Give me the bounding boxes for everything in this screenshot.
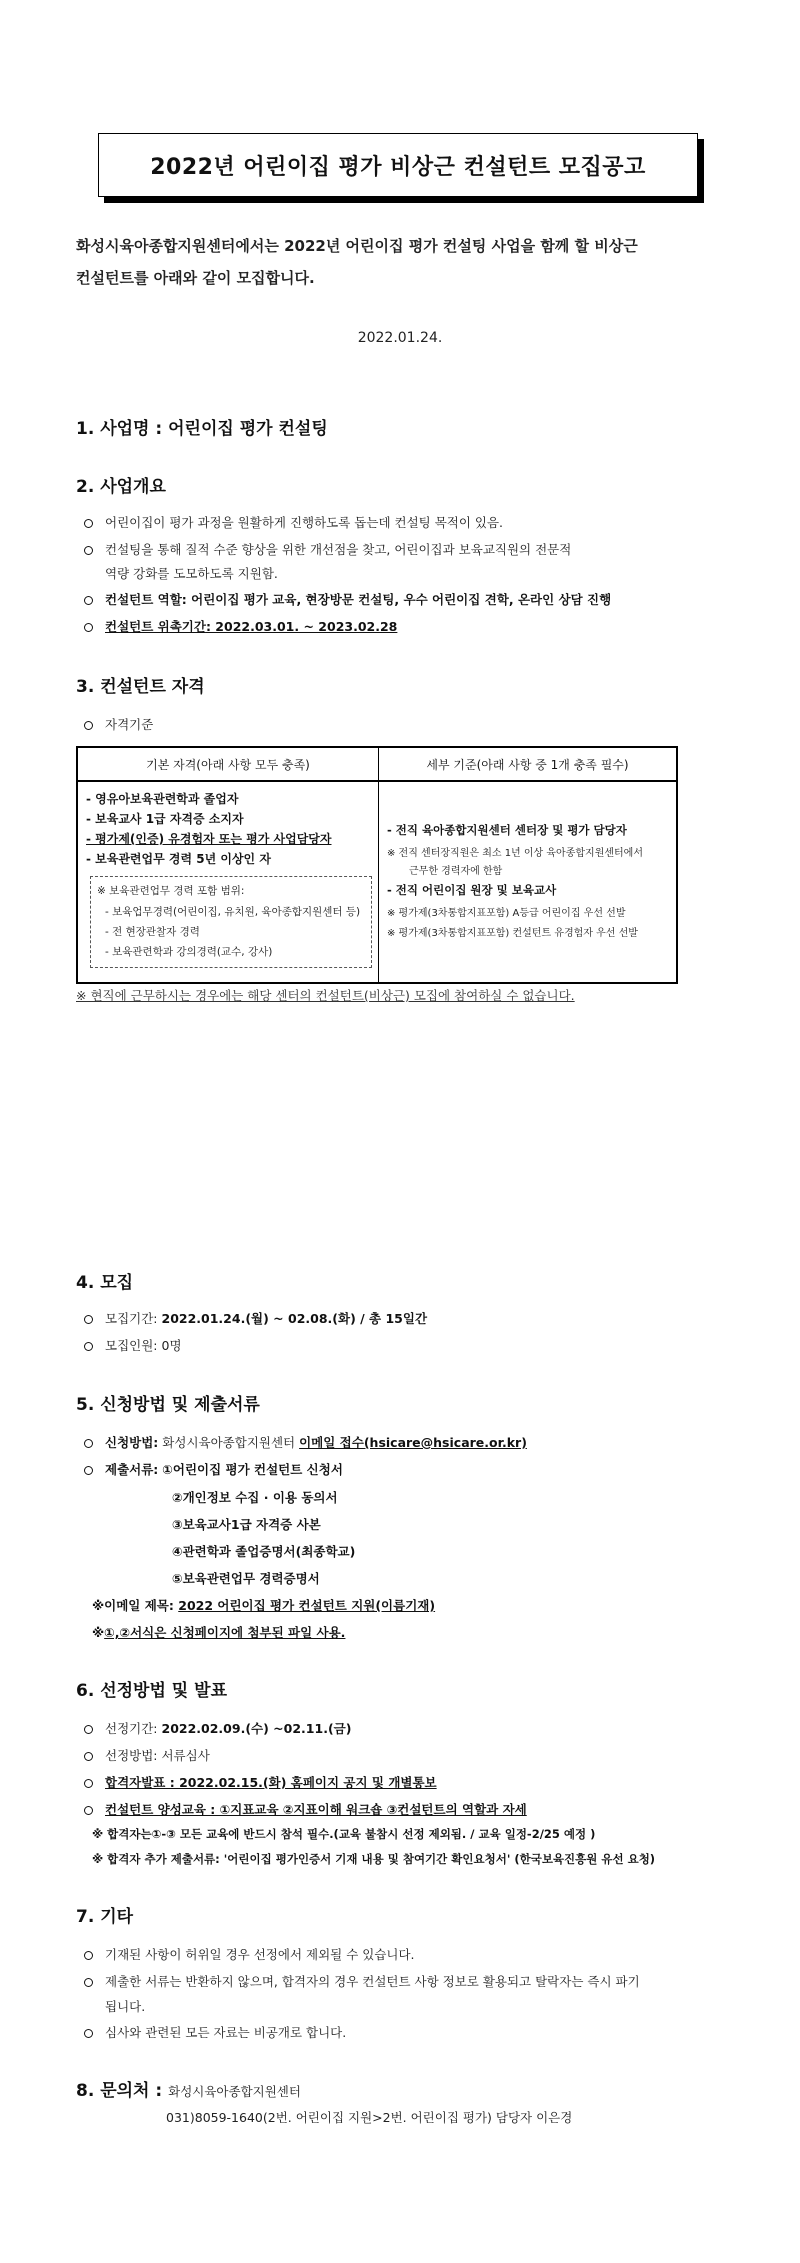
basic-item: - 영유아보육관련학과 졸업자 [86, 792, 239, 806]
section-3-note: ※ 현직에 근무하시는 경우에는 해당 센터의 컨설턴트(비상근) 모집에 참여하실 수 없습니다. [76, 988, 575, 1003]
career-scope-title: ※ 보육관련업무 경력 포함 범위: [97, 885, 245, 897]
section-3-heading: 3. 컨설턴트 자격 [76, 677, 205, 697]
section-8-heading: 8. 문의처 : 화성시육아종합지원센터 [76, 2081, 301, 2101]
document-item: ④관련학과 졸업증명서(최종학교) [172, 1544, 356, 1559]
contact-org: 화성시육아종합지원센터 [168, 2084, 301, 2099]
detail-note-cont: 근무한 경력자에 한함 [409, 866, 503, 877]
section-4-heading: 4. 모집 [76, 1273, 134, 1293]
basic-qualification-cell [78, 782, 378, 982]
s2-bullet-4: 컨설턴트 위촉기간: 2022.03.01. ~ 2023.02.28 [84, 618, 397, 636]
s2-bullet-1: 어린이집이 평가 과정을 원활하게 진행하도록 돕는데 컨설팅 목적이 있음. [84, 514, 503, 532]
circle-bullet-icon [84, 546, 93, 555]
s6-bullet-3: 합격자발표 : 2022.02.15.(화) 홈페이지 공지 및 개별통보 [84, 1774, 437, 1792]
s6-bullet-2: 선정방법: 서류심사 [84, 1747, 210, 1765]
s4-bullet-2: 모집인원: 0명 [84, 1337, 182, 1355]
circle-bullet-icon [84, 721, 93, 730]
s7-bullet-1: 기재된 사항이 허위일 경우 선정에서 제외될 수 있습니다. [84, 1946, 415, 1964]
s7-bullet-2-cont: 됩니다. [105, 1999, 146, 2014]
career-scope-item: - 전 현장관찰자 경력 [105, 926, 200, 938]
career-scope-item: - 보육관련학과 강의경력(교수, 강사) [105, 946, 273, 958]
email-subject-note: ※이메일 제목: 2022 어린이집 평가 컨설턴트 지원(이름기재) [92, 1598, 436, 1613]
section-7-heading: 7. 기타 [76, 1907, 134, 1927]
circle-bullet-icon [84, 623, 93, 632]
basic-item: - 보육관련업무 경력 5년 이상인 자 [86, 852, 271, 866]
table-header-detail: 세부 기준(아래 사항 중 1개 충족 필수) [379, 747, 678, 781]
intro-line-1: 화성시육아종합지원센터에서는 2022년 어린이집 평가 컨설팅 사업을 함께 할 비상근 [76, 237, 638, 255]
section-6-heading: 6. 선정방법 및 발표 [76, 1681, 227, 1701]
document-item: ⑤보육관련업무 경력증명서 [172, 1571, 320, 1586]
form-file-note: ※①,②서식은 신청페이지에 첨부된 파일 사용. [92, 1625, 346, 1640]
circle-bullet-icon [84, 1342, 93, 1351]
document-item: ②개인정보 수집 · 이용 동의서 [172, 1490, 338, 1505]
circle-bullet-icon [84, 1439, 93, 1448]
s3-sub: 자격기준 [84, 716, 153, 734]
s2-bullet-2: 컨설팅을 통해 질적 수준 향상을 위한 개선점을 찾고, 어린이집과 보육교직원의 전문적 [84, 541, 571, 559]
intro-line-2: 컨설턴트를 아래와 같이 모집합니다. [76, 269, 315, 287]
circle-bullet-icon [84, 1315, 93, 1324]
qualification-table [76, 746, 678, 984]
s2-bullet-3: 컨설턴트 역할: 어린이집 평가 교육, 현장방문 컨설팅, 우수 어린이집 견학, 온라인 상담 진행 [84, 591, 611, 609]
document-item: ③보육교사1급 자격증 사본 [172, 1517, 321, 1532]
additional-docs-note: ※ 합격자 추가 제출서류: '어린이집 평가인증서 기재 내용 및 참여기간 확인요청서' (한국보육진흥원 유선 요청) [92, 1852, 656, 1866]
section-1-heading: 1. 사업명 : 어린이집 평가 컨설팅 [76, 419, 328, 439]
education-note: ※ 합격자는①-③ 모든 교육에 반드시 참석 필수.(교육 불참시 선정 제외됨. / 교육 일정-2/25 예정 ) [92, 1827, 596, 1841]
career-scope-item: - 보육업무경력(어린이집, 유치원, 육아종합지원센터 등) [105, 906, 361, 918]
detail-item: - 전직 육아종합지원센터 센터장 및 평가 담당자 [387, 823, 627, 837]
career-scope-box [90, 876, 372, 968]
circle-bullet-icon [84, 1951, 93, 1960]
table-header-basic: 기본 자격(아래 사항 모두 충족) [77, 747, 379, 781]
basic-item: - 평가제(인증) 유경험자 또는 평가 사업담당자 [86, 832, 332, 846]
detail-note: ※ 전직 센터장직원은 최소 1년 이상 육아종합지원센터에서 [387, 848, 643, 859]
notice-title: 2022년 어린이집 평가 비상근 컨설턴트 모집공고 [98, 133, 698, 197]
basic-item: - 보육교사 1급 자격증 소지자 [86, 812, 244, 826]
s7-bullet-2: 제출한 서류는 반환하지 않으며, 합격자의 경우 컨설턴트 사항 정보로 활용되고 탈락자는 즉시 파기 [84, 1973, 640, 1991]
s5-bullet-2: 제출서류: ①어린이집 평가 컨설턴트 신청서 [84, 1461, 343, 1479]
section-2-heading: 2. 사업개요 [76, 477, 166, 497]
notice-date: 2022.01.24. [357, 330, 443, 346]
s5-bullet-1: 신청방법: 화성시육아종합지원센터 이메일 접수(hsicare@hsicare.or.kr) [84, 1434, 527, 1452]
circle-bullet-icon [84, 1725, 93, 1734]
circle-bullet-icon [84, 596, 93, 605]
s4-bullet-1: 모집기간: 2022.01.24.(월) ~ 02.08.(화) / 총 15일간 [84, 1310, 427, 1328]
circle-bullet-icon [84, 1806, 93, 1815]
s6-bullet-1: 선정기간: 2022.02.09.(수) ~02.11.(금) [84, 1720, 351, 1738]
s6-bullet-4: 컨설턴트 양성교육 : ①지표교육 ②지표이해 워크숍 ③컨설턴트의 역할과 자세 [84, 1801, 527, 1819]
circle-bullet-icon [84, 1978, 93, 1987]
detail-note: ※ 평가제(3차통합지표포함) A등급 어린이집 우선 선발 [387, 908, 626, 919]
circle-bullet-icon [84, 1779, 93, 1788]
circle-bullet-icon [84, 519, 93, 528]
circle-bullet-icon [84, 1466, 93, 1475]
detail-note: ※ 평가제(3차통합지표포함) 컨설턴트 유경험자 우선 선발 [387, 928, 638, 939]
circle-bullet-icon [84, 2029, 93, 2038]
intro-paragraph [76, 230, 726, 294]
circle-bullet-icon [84, 1752, 93, 1761]
detail-item: - 전직 어린이집 원장 및 보육교사 [387, 883, 557, 897]
s7-bullet-3: 심사와 관련된 모든 자료는 비공개로 합니다. [84, 2024, 346, 2042]
section-5-heading: 5. 신청방법 및 제출서류 [76, 1395, 260, 1415]
contact-phone: 031)8059-1640(2번. 어린이집 지원>2번. 어린이집 평가) 담당자 이은경 [166, 2110, 573, 2125]
detail-qualification-cell [379, 782, 676, 982]
s2-bullet-2-cont: 역량 강화를 도모하도록 지원함. [105, 566, 278, 581]
